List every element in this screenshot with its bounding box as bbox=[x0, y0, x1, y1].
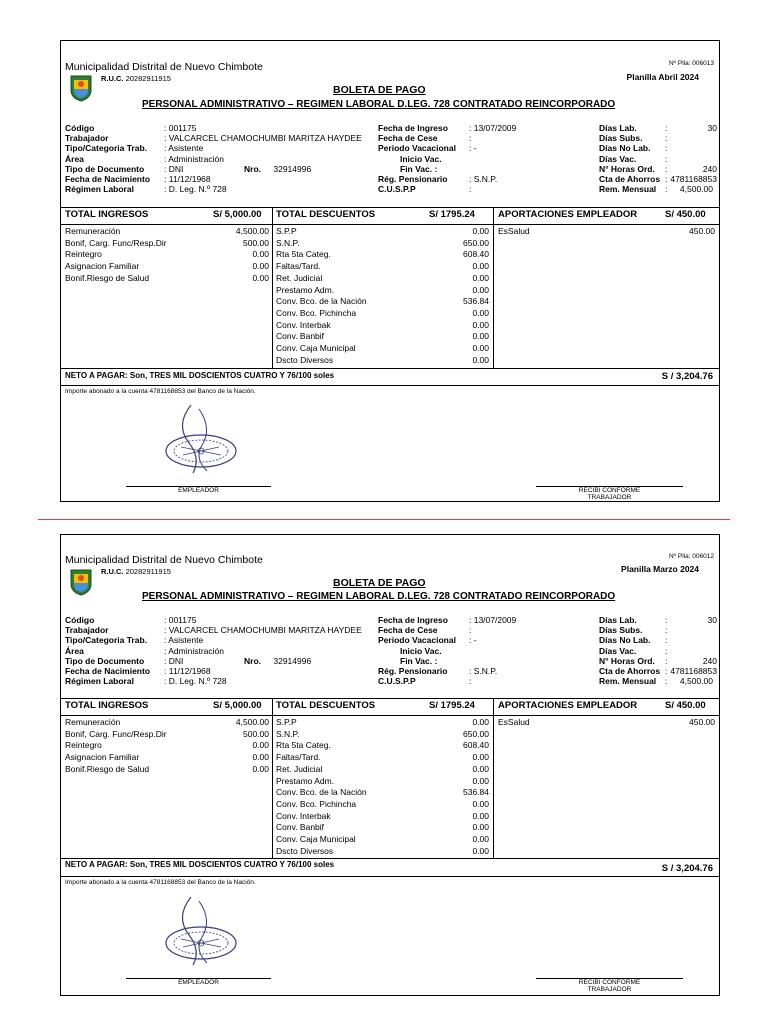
list-value: 0.00 bbox=[252, 763, 269, 774]
list-item: Faltas/Tard. bbox=[276, 261, 321, 272]
label-horas-ord: N° Horas Ord. bbox=[599, 655, 655, 666]
colon: : bbox=[665, 615, 668, 625]
list-value: 4,500.00 bbox=[235, 717, 269, 727]
colon: : bbox=[665, 645, 668, 656]
employee-labels-left bbox=[65, 615, 150, 686]
trabajador-label: TRABAJADOR bbox=[587, 986, 632, 993]
label-nro: Nro. bbox=[244, 655, 261, 666]
colon: : bbox=[665, 163, 668, 174]
list-value: 500.00 bbox=[243, 728, 269, 739]
list-value: 0.00 bbox=[472, 343, 489, 354]
employee-labels-right bbox=[599, 123, 660, 194]
label-tipo-categoria: Tipo/Categoria Trab. bbox=[65, 143, 148, 154]
label-horas-ord: N° Horas Ord. bbox=[599, 163, 655, 174]
value-tipo-documento: : DNI bbox=[164, 655, 184, 666]
label-dias-vac: Días Vac. bbox=[599, 645, 637, 656]
value-area: : Administración bbox=[164, 153, 224, 164]
value-dias-subs bbox=[670, 133, 717, 143]
colon: : bbox=[665, 153, 668, 164]
label-tipo-categoria: Tipo/Categoria Trab. bbox=[65, 635, 148, 646]
value-inicio-vac bbox=[469, 154, 516, 164]
list-item: Faltas/Tard. bbox=[276, 752, 321, 763]
list-item: Rta 5ta Categ. bbox=[276, 740, 331, 751]
value-rem-mensual: 4,500.00 bbox=[679, 184, 713, 195]
list-item: Conv. Bco. de la Nación bbox=[276, 296, 367, 307]
label-dias-no-lab: Días No Lab. bbox=[599, 635, 651, 646]
list-item: Conv. Bco. de la Nación bbox=[276, 787, 367, 798]
list-value: 0.00 bbox=[252, 272, 269, 283]
list-item: S.N.P. bbox=[276, 237, 300, 248]
value-dias-subs bbox=[670, 625, 717, 635]
ingresos-values bbox=[211, 226, 269, 285]
ruc-label: R.U.C. bbox=[101, 74, 124, 83]
neto-a-pagar-text: NETO A PAGAR: Son, TRES MIL DOSCIENTOS CUATRO Y 76/100 soles bbox=[65, 860, 335, 869]
list-value: 0.00 bbox=[252, 261, 269, 272]
label-rem-mensual: Rem. Mensual bbox=[599, 676, 657, 687]
label-inicio-vac: Inicio Vac. bbox=[400, 645, 442, 656]
label-fecha-nacimiento: Fecha de Nacimiento bbox=[65, 174, 151, 185]
list-value: 0.00 bbox=[472, 261, 489, 272]
colon: : bbox=[665, 174, 668, 185]
list-value: 4,500.00 bbox=[235, 226, 269, 236]
label-periodo-vacacional: Periodo Vacacional bbox=[378, 143, 456, 154]
neto-bottom-line bbox=[61, 385, 719, 386]
employee-values-mid bbox=[469, 615, 516, 686]
value-fecha-nacimiento: : 11/12/1968 bbox=[164, 174, 211, 185]
ingresos-labels bbox=[65, 226, 167, 285]
page-separator bbox=[38, 519, 730, 520]
value-fecha-ingreso: : 13/07/2009 bbox=[469, 615, 517, 625]
list-item: Conv. Bco. Pichincha bbox=[276, 798, 357, 809]
aportaciones-value: S/ 450.00 bbox=[665, 209, 706, 220]
ruc-label: R.U.C. bbox=[101, 567, 124, 576]
value-reg-pensionario: : S.N.P. bbox=[469, 665, 498, 676]
label-dias-subs: Días Subs. bbox=[599, 133, 643, 144]
boleta-subtitle: PERSONAL ADMINISTRATIVO – REGIMEN LABORAL D.LEG. 728 CONTRATADO REINCORPORADO bbox=[142, 99, 616, 110]
colon: : bbox=[665, 655, 668, 666]
value-area: : Administración bbox=[164, 645, 224, 656]
label-dias-vac: Días Vac. bbox=[599, 153, 637, 164]
aportaciones-label-essalud: EsSalud bbox=[498, 226, 530, 236]
value-horas-ord: 240 bbox=[702, 163, 717, 174]
list-item: Asignacion Familiar bbox=[65, 261, 140, 272]
list-item: Dscto Diversos bbox=[276, 354, 334, 365]
label-fecha-cese: Fecha de Cese bbox=[378, 133, 438, 144]
aportaciones-value-essalud: 450.00 bbox=[689, 717, 715, 727]
aportaciones-label: APORTACIONES EMPLEADOR bbox=[498, 209, 638, 220]
list-value: 0.00 bbox=[472, 319, 489, 330]
label-codigo: Código bbox=[65, 615, 95, 625]
value-dias-vac bbox=[670, 646, 717, 656]
ruc-value: 20282911915 bbox=[125, 74, 171, 83]
value-fecha-ingreso: : 13/07/2009 bbox=[469, 123, 517, 133]
ruc-value: 20282911915 bbox=[125, 567, 171, 576]
label-trabajador: Trabajador bbox=[65, 133, 109, 144]
employee-labels-right bbox=[599, 615, 660, 686]
column-divider-2 bbox=[493, 698, 494, 858]
value-reg-pensionario: : S.N.P. bbox=[469, 173, 498, 184]
list-item: Ret. Judicial bbox=[276, 763, 323, 774]
document-number bbox=[244, 656, 311, 666]
descuentos-values bbox=[431, 717, 489, 857]
value-cuspp: : bbox=[469, 184, 472, 195]
list-item: Prestamo Adm. bbox=[276, 775, 335, 786]
employee-values-mid bbox=[469, 123, 516, 194]
document-number bbox=[244, 164, 311, 174]
value-tipo-categoria: : Asistente bbox=[164, 143, 204, 154]
planilla-period: Planilla Marzo 2024 bbox=[621, 564, 699, 574]
label-dias-subs: Días Subs. bbox=[599, 625, 643, 636]
value-fecha-cese: : bbox=[469, 133, 472, 144]
list-value: 0.00 bbox=[472, 775, 489, 786]
descuentos-labels bbox=[276, 717, 367, 857]
colon: : bbox=[665, 184, 668, 195]
value-dias-vac bbox=[670, 154, 717, 164]
label-regimen-laboral: Régimen Laboral bbox=[65, 184, 134, 195]
column-divider-2 bbox=[493, 207, 494, 368]
list-value: 0.00 bbox=[252, 752, 269, 763]
boleta-subtitle: PERSONAL ADMINISTRATIVO – REGIMEN LABORAL D.LEG. 728 CONTRATADO REINCORPORADO bbox=[142, 591, 616, 602]
list-item: Prestamo Adm. bbox=[276, 284, 335, 295]
employee-values-left bbox=[164, 615, 362, 686]
colon: : bbox=[665, 666, 668, 677]
abono-note: Importe abonado a la cuenta 4781168853 del Banco de la Nación. bbox=[65, 388, 256, 395]
total-ingresos-label: TOTAL INGRESOS bbox=[65, 209, 149, 220]
list-value: 608.40 bbox=[463, 249, 489, 260]
value-rem-mensual: 4,500.00 bbox=[679, 676, 713, 687]
employee-values-right bbox=[670, 615, 717, 686]
value-periodo-vacacional: : - bbox=[469, 143, 477, 154]
list-value: 650.00 bbox=[463, 728, 489, 739]
neto-a-pagar-amount: S / 3,204.76 bbox=[661, 863, 713, 874]
value-periodo-vacacional: : - bbox=[469, 635, 477, 646]
ingresos-values bbox=[211, 717, 269, 776]
label-fecha-ingreso: Fecha de Ingreso bbox=[378, 123, 448, 133]
aportaciones-value-essalud: 450.00 bbox=[689, 226, 715, 236]
value-regimen-laboral: : D. Leg. N.º 728 bbox=[164, 184, 227, 195]
value-fin-vac bbox=[469, 656, 516, 666]
planilla-period: Planilla Abril 2024 bbox=[626, 72, 699, 82]
list-item: Conv. Bco. Pichincha bbox=[276, 307, 357, 318]
label-fecha-cese: Fecha de Cese bbox=[378, 625, 438, 636]
list-value: 0.00 bbox=[472, 810, 489, 821]
boleta-title: BOLETA DE PAGO bbox=[333, 84, 426, 96]
list-value: 0.00 bbox=[472, 307, 489, 318]
label-inicio-vac: Inicio Vac. bbox=[400, 153, 442, 164]
table-bottom-line bbox=[61, 368, 719, 369]
label-dias-lab: Días Lab. bbox=[599, 615, 637, 625]
value-trabajador: : VALCARCEL CHAMOCHUMBI MARITZA HAYDEE bbox=[164, 625, 362, 636]
list-item: S.P.P bbox=[276, 226, 297, 236]
list-item: Conv. Caja Municipal bbox=[276, 343, 356, 354]
list-item: Conv. Banbif bbox=[276, 331, 325, 342]
label-cuspp: C.U.S.P.P bbox=[378, 184, 416, 195]
table-bottom-line bbox=[61, 858, 719, 859]
empleador-label: EMPLEADOR bbox=[178, 487, 219, 494]
municipality-name: Municipalidad Distrital de Nuevo Chimbote bbox=[65, 554, 263, 566]
list-item: Ret. Judicial bbox=[276, 272, 323, 283]
employee-labels-mid bbox=[378, 123, 456, 194]
value-tipo-documento: : DNI bbox=[164, 163, 184, 174]
municipality-logo-icon bbox=[68, 568, 94, 596]
value-nro: 32914996 bbox=[273, 655, 312, 666]
list-value: 0.00 bbox=[472, 834, 489, 845]
recibi-conforme-label: RECIBI CONFORME bbox=[578, 979, 641, 986]
total-descuentos-value: S/ 1795.24 bbox=[429, 700, 475, 711]
employee-labels-mid bbox=[378, 615, 456, 686]
list-value: 0.00 bbox=[472, 717, 489, 727]
value-cta-ahorros: 4781168853 bbox=[670, 665, 717, 676]
list-item: Conv. Caja Municipal bbox=[276, 834, 356, 845]
table-top-line bbox=[61, 698, 719, 699]
value-inicio-vac bbox=[469, 646, 516, 656]
value-trabajador: : VALCARCEL CHAMOCHUMBI MARITZA HAYDEE bbox=[164, 133, 362, 144]
label-area: Área bbox=[65, 153, 84, 164]
list-value: 0.00 bbox=[472, 331, 489, 342]
municipality-name: Municipalidad Distrital de Nuevo Chimbote bbox=[65, 61, 263, 73]
label-trabajador: Trabajador bbox=[65, 625, 109, 636]
total-descuentos-label: TOTAL DESCUENTOS bbox=[276, 700, 376, 711]
ruc bbox=[101, 74, 171, 83]
list-value: 650.00 bbox=[463, 237, 489, 248]
list-item: Asignacion Familiar bbox=[65, 752, 140, 763]
value-horas-ord: 240 bbox=[702, 655, 717, 666]
neto-a-pagar-amount: S / 3,204.76 bbox=[661, 371, 713, 382]
list-value: 500.00 bbox=[243, 237, 269, 248]
trabajador-label: TRABAJADOR bbox=[587, 494, 632, 501]
seal-stamp-icon bbox=[161, 403, 241, 479]
table-header-line bbox=[61, 715, 719, 716]
abono-note: Importe abonado a la cuenta 4781168853 del Banco de la Nación. bbox=[65, 879, 256, 886]
list-item: Reintegro bbox=[65, 740, 102, 751]
label-rem-mensual: Rem. Mensual bbox=[599, 184, 657, 195]
list-item: Reintegro bbox=[65, 249, 102, 260]
colon: : bbox=[665, 635, 668, 646]
list-item: Rta 5ta Categ. bbox=[276, 249, 331, 260]
column-divider-1 bbox=[272, 698, 273, 858]
value-dias-lab: 30 bbox=[707, 615, 717, 625]
value-dias-lab: 30 bbox=[707, 123, 717, 133]
list-item: Conv. Interbak bbox=[276, 319, 331, 330]
list-value: 0.00 bbox=[472, 822, 489, 833]
value-fin-vac bbox=[469, 164, 516, 174]
label-codigo: Código bbox=[65, 123, 95, 133]
value-dias-no-lab bbox=[670, 143, 717, 153]
list-item: Remuneración bbox=[65, 717, 121, 727]
list-item: Bonif.Riesgo de Salud bbox=[65, 763, 150, 774]
value-tipo-categoria: : Asistente bbox=[164, 635, 204, 646]
colon: : bbox=[665, 133, 668, 144]
empleador-label: EMPLEADOR bbox=[178, 979, 219, 986]
total-ingresos-value: S/ 5,000.00 bbox=[213, 700, 262, 711]
list-item: S.N.P. bbox=[276, 728, 300, 739]
neto-bottom-line bbox=[61, 876, 719, 877]
list-value: 0.00 bbox=[472, 798, 489, 809]
planilla-number: Nº Plla: 006013 bbox=[668, 60, 714, 67]
list-item: Remuneración bbox=[65, 226, 121, 236]
list-item: S.P.P bbox=[276, 717, 297, 727]
value-regimen-laboral: : D. Leg. N.º 728 bbox=[164, 676, 227, 687]
aportaciones-label-essalud: EsSalud bbox=[498, 717, 530, 727]
list-value: 0.00 bbox=[472, 226, 489, 236]
descuentos-values bbox=[431, 226, 489, 366]
list-value: 0.00 bbox=[252, 740, 269, 751]
list-item: Bonif, Carg. Func/Resp.Dir bbox=[65, 237, 167, 248]
planilla-number: Nº Plla: 006012 bbox=[668, 553, 714, 560]
label-tipo-documento: Tipo de Documento bbox=[65, 655, 145, 666]
table-header-line bbox=[61, 224, 719, 225]
list-item: Bonif, Carg. Func/Resp.Dir bbox=[65, 728, 167, 739]
employee-colons-right bbox=[665, 615, 667, 686]
colon: : bbox=[665, 625, 668, 636]
label-fecha-nacimiento: Fecha de Nacimiento bbox=[65, 666, 151, 677]
list-value: 0.00 bbox=[472, 763, 489, 774]
recibi-conforme-label: RECIBI CONFORME bbox=[578, 487, 641, 494]
label-area: Área bbox=[65, 645, 84, 656]
employee-values-right bbox=[670, 123, 717, 194]
value-dias-no-lab bbox=[670, 635, 717, 645]
municipality-logo-icon bbox=[68, 74, 94, 102]
descuentos-labels bbox=[276, 226, 367, 366]
label-tipo-documento: Tipo de Documento bbox=[65, 163, 145, 174]
total-ingresos-label: TOTAL INGRESOS bbox=[65, 700, 149, 711]
label-fin-vac: Fin Vac. : bbox=[400, 163, 438, 174]
list-value: 0.00 bbox=[472, 752, 489, 763]
seal-stamp-icon bbox=[161, 895, 241, 971]
list-value: 536.84 bbox=[463, 296, 489, 307]
list-value: 608.40 bbox=[463, 740, 489, 751]
list-value: 0.00 bbox=[472, 272, 489, 283]
list-item: Bonif.Riesgo de Salud bbox=[65, 272, 150, 283]
label-nro: Nro. bbox=[244, 163, 261, 174]
ingresos-labels bbox=[65, 717, 167, 776]
employee-values-left bbox=[164, 123, 362, 194]
list-value: 536.84 bbox=[463, 787, 489, 798]
aportaciones-label: APORTACIONES EMPLEADOR bbox=[498, 700, 638, 711]
label-dias-no-lab: Días No Lab. bbox=[599, 143, 651, 154]
label-cta-ahorros: Cta de Ahorros bbox=[599, 174, 661, 185]
list-item: Conv. Banbif bbox=[276, 822, 325, 833]
list-value: 0.00 bbox=[472, 354, 489, 365]
label-dias-lab: Días Lab. bbox=[599, 123, 637, 133]
list-item: Conv. Interbak bbox=[276, 810, 331, 821]
payslip-april bbox=[60, 40, 720, 502]
label-cta-ahorros: Cta de Ahorros bbox=[599, 666, 661, 677]
list-value: 0.00 bbox=[252, 249, 269, 260]
label-cuspp: C.U.S.P.P bbox=[378, 676, 416, 687]
total-descuentos-label: TOTAL DESCUENTOS bbox=[276, 209, 376, 220]
total-descuentos-value: S/ 1795.24 bbox=[429, 209, 475, 220]
employee-colons-right bbox=[665, 123, 667, 194]
label-reg-pensionario: Rég. Pensionario bbox=[378, 174, 448, 185]
total-ingresos-value: S/ 5,000.00 bbox=[213, 209, 262, 220]
employee-labels-left bbox=[65, 123, 150, 194]
value-fecha-cese: : bbox=[469, 625, 472, 636]
value-cta-ahorros: 4781168853 bbox=[670, 173, 717, 184]
label-reg-pensionario: Rég. Pensionario bbox=[378, 666, 448, 677]
payslip-march bbox=[60, 534, 720, 996]
neto-a-pagar-text: NETO A PAGAR: Son, TRES MIL DOSCIENTOS CUATRO Y 76/100 soles bbox=[65, 371, 335, 380]
table-top-line bbox=[61, 207, 719, 208]
label-periodo-vacacional: Periodo Vacacional bbox=[378, 635, 456, 646]
label-regimen-laboral: Régimen Laboral bbox=[65, 676, 134, 687]
boleta-title: BOLETA DE PAGO bbox=[333, 577, 426, 589]
colon: : bbox=[665, 143, 668, 154]
value-codigo: : 001175 bbox=[164, 123, 197, 133]
list-value: 0.00 bbox=[472, 845, 489, 856]
value-nro: 32914996 bbox=[273, 163, 312, 174]
list-value: 0.00 bbox=[472, 284, 489, 295]
ruc bbox=[101, 567, 171, 576]
colon: : bbox=[665, 123, 668, 133]
value-fecha-nacimiento: : 11/12/1968 bbox=[164, 666, 211, 677]
value-cuspp: : bbox=[469, 676, 472, 687]
label-fecha-ingreso: Fecha de Ingreso bbox=[378, 615, 448, 625]
label-fin-vac: Fin Vac. : bbox=[400, 655, 438, 666]
value-codigo: : 001175 bbox=[164, 615, 197, 625]
list-item: Dscto Diversos bbox=[276, 845, 334, 856]
aportaciones-value: S/ 450.00 bbox=[665, 700, 706, 711]
colon: : bbox=[665, 676, 668, 687]
column-divider-1 bbox=[272, 207, 273, 368]
